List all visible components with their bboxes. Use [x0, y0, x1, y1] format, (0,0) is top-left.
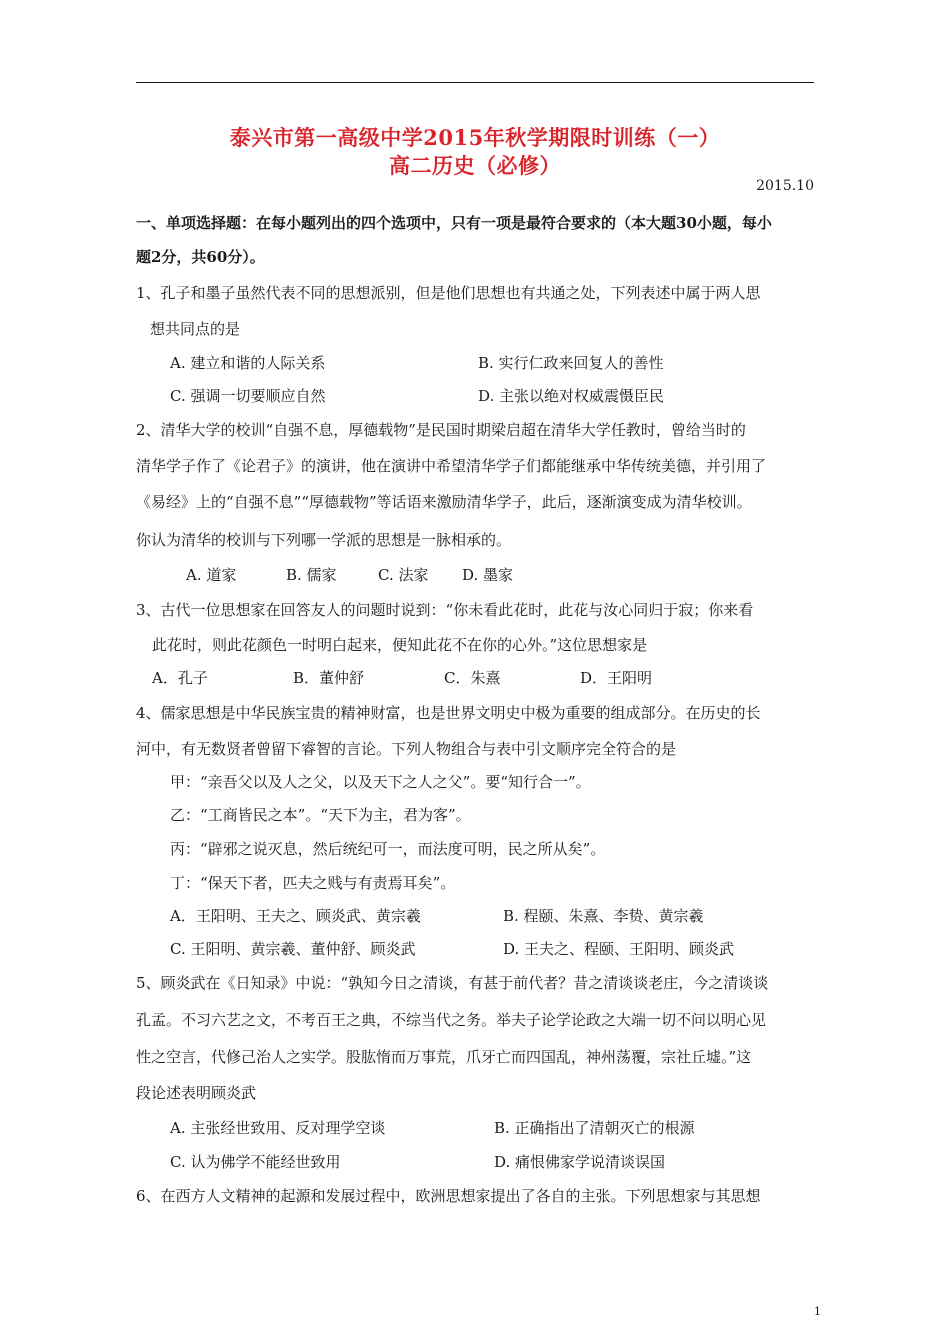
question-5-option-b: B. 正确指出了清朝灭亡的根源: [494, 1119, 695, 1137]
question-4-option-a: A．王阳明、王夫之、顾炎武、黄宗羲: [170, 907, 421, 925]
question-2-option-d: D. 墨家: [462, 566, 514, 584]
question-3-stem: 3、古代一位思想家在回答友人的问题时说到：“你未看此花时，此花与汝心同归于寂；你来看: [136, 601, 754, 619]
question-1-stem: 1、孔子和墨子虽然代表不同的思想派别，但是他们思想也有共通之处，下列表述中属于两人思: [136, 284, 761, 302]
question-4-option-b: B. 程颐、朱熹、李贽、黄宗羲: [503, 907, 704, 925]
section-instructions-line1: 一、单项选择题：在每小题列出的四个选项中，只有一项是最符合要求的（本大题30小题，每小: [136, 214, 772, 232]
question-4-quote-jia: 甲：“亲吾父以及人之父，以及天下之人之父”。要“知行合一”。: [170, 773, 591, 791]
question-5-stem-cont-3: 段论述表明顾炎武: [136, 1084, 257, 1102]
question-6-stem: 6、在西方人文精神的起源和发展过程中，欧洲思想家提出了各自的主张。下列思想家与其思想: [136, 1187, 761, 1205]
question-5-option-a: A. 主张经世致用、反对理学空谈: [170, 1119, 386, 1137]
question-3-option-c: C．朱熹: [444, 669, 501, 687]
question-2-stem-cont-3: 你认为清华的校训与下列哪一学派的思想是一脉相承的。: [136, 531, 512, 549]
question-4-option-d: D. 王夫之、程颐、王阳明、顾炎武: [503, 940, 735, 958]
question-4-quote-yi: 乙：“工商皆民之本”。“天下为主，君为客”。: [170, 806, 471, 824]
exam-title: 泰兴市第一高级中学2015年秋学期限时训练（一）: [229, 125, 721, 150]
question-5-stem-cont-2: 性之空言，代修己治人之实学。股肱惰而万事荒，爪牙亡而四国乱，神州荡覆，宗社丘墟。”这: [136, 1048, 752, 1066]
question-2-option-c: C. 法家: [378, 566, 429, 584]
question-1-option-d: D. 主张以绝对权威震慑臣民: [478, 387, 665, 405]
question-3-option-a: A．孔子: [152, 669, 208, 687]
section-instructions-line2: 题2分，共60分）。: [136, 248, 265, 266]
question-2-stem: 2、清华大学的校训“自强不息，厚德载物”是民国时期梁启超在清华大学任教时，曾给当时的: [136, 421, 746, 439]
question-3-stem-cont: 此花时，则此花颜色一时明白起来，便知此花不在你的心外。”这位思想家是: [152, 636, 648, 654]
question-2-option-a: A. 道家: [186, 566, 237, 584]
question-1-stem-cont: 想共同点的是: [150, 320, 241, 338]
question-2-stem-cont-2: 《易经》上的“自强不息”“厚德载物”等话语来激励清华学子，此后，逐渐演变成为清华校训。: [136, 493, 752, 511]
question-1-option-a: A. 建立和谐的人际关系: [170, 354, 326, 372]
question-5-option-c: C. 认为佛学不能经世致用: [170, 1153, 341, 1171]
question-1-option-c: C. 强调一切要顺应自然: [170, 387, 326, 405]
exam-date: 2015.10: [756, 178, 814, 194]
question-5-option-d: D. 痛恨佛家学说清谈误国: [494, 1153, 666, 1171]
question-4-stem-cont: 河中，有无数贤者曾留下睿智的言论。下列人物组合与表中引文顺序完全符合的是: [136, 740, 677, 758]
question-4-option-c: C. 王阳明、黄宗羲、董仲舒、顾炎武: [170, 940, 416, 958]
question-2-stem-cont-1: 清华学子作了《论君子》的演讲，他在演讲中希望清华学子们都能继承中华传统美德，并引用了: [136, 457, 767, 475]
question-4-quote-ding: 丁：“保天下者，匹夫之贱与有责焉耳矣”。: [170, 874, 456, 892]
header-rule: [136, 82, 814, 83]
exam-subtitle: 高二历史（必修）: [389, 153, 561, 178]
question-3-option-d: D．王阳明: [580, 669, 653, 687]
question-5-stem-cont-1: 孔孟。不习六艺之文，不考百王之典，不综当代之务。举夫子论学论政之大端一切不问以明心见: [136, 1011, 767, 1029]
question-5-stem: 5、顾炎武在《日知录》中说：“孰知今日之清谈，有甚于前代者？昔之清谈谈老庄，今之清谈谈: [136, 974, 769, 992]
question-4-stem: 4、儒家思想是中华民族宝贵的精神财富，也是世界文明史中极为重要的组成部分。在历史的长: [136, 704, 761, 722]
question-1-option-b: B. 实行仁政来回复人的善性: [478, 354, 664, 372]
question-3-option-b: B．董仲舒: [293, 669, 365, 687]
page-number: 1: [814, 1305, 821, 1318]
question-4-quote-bing: 丙：“辟邪之说灭息，然后统纪可一，而法度可明，民之所从矣”。: [170, 840, 606, 858]
question-2-option-b: B. 儒家: [286, 566, 337, 584]
